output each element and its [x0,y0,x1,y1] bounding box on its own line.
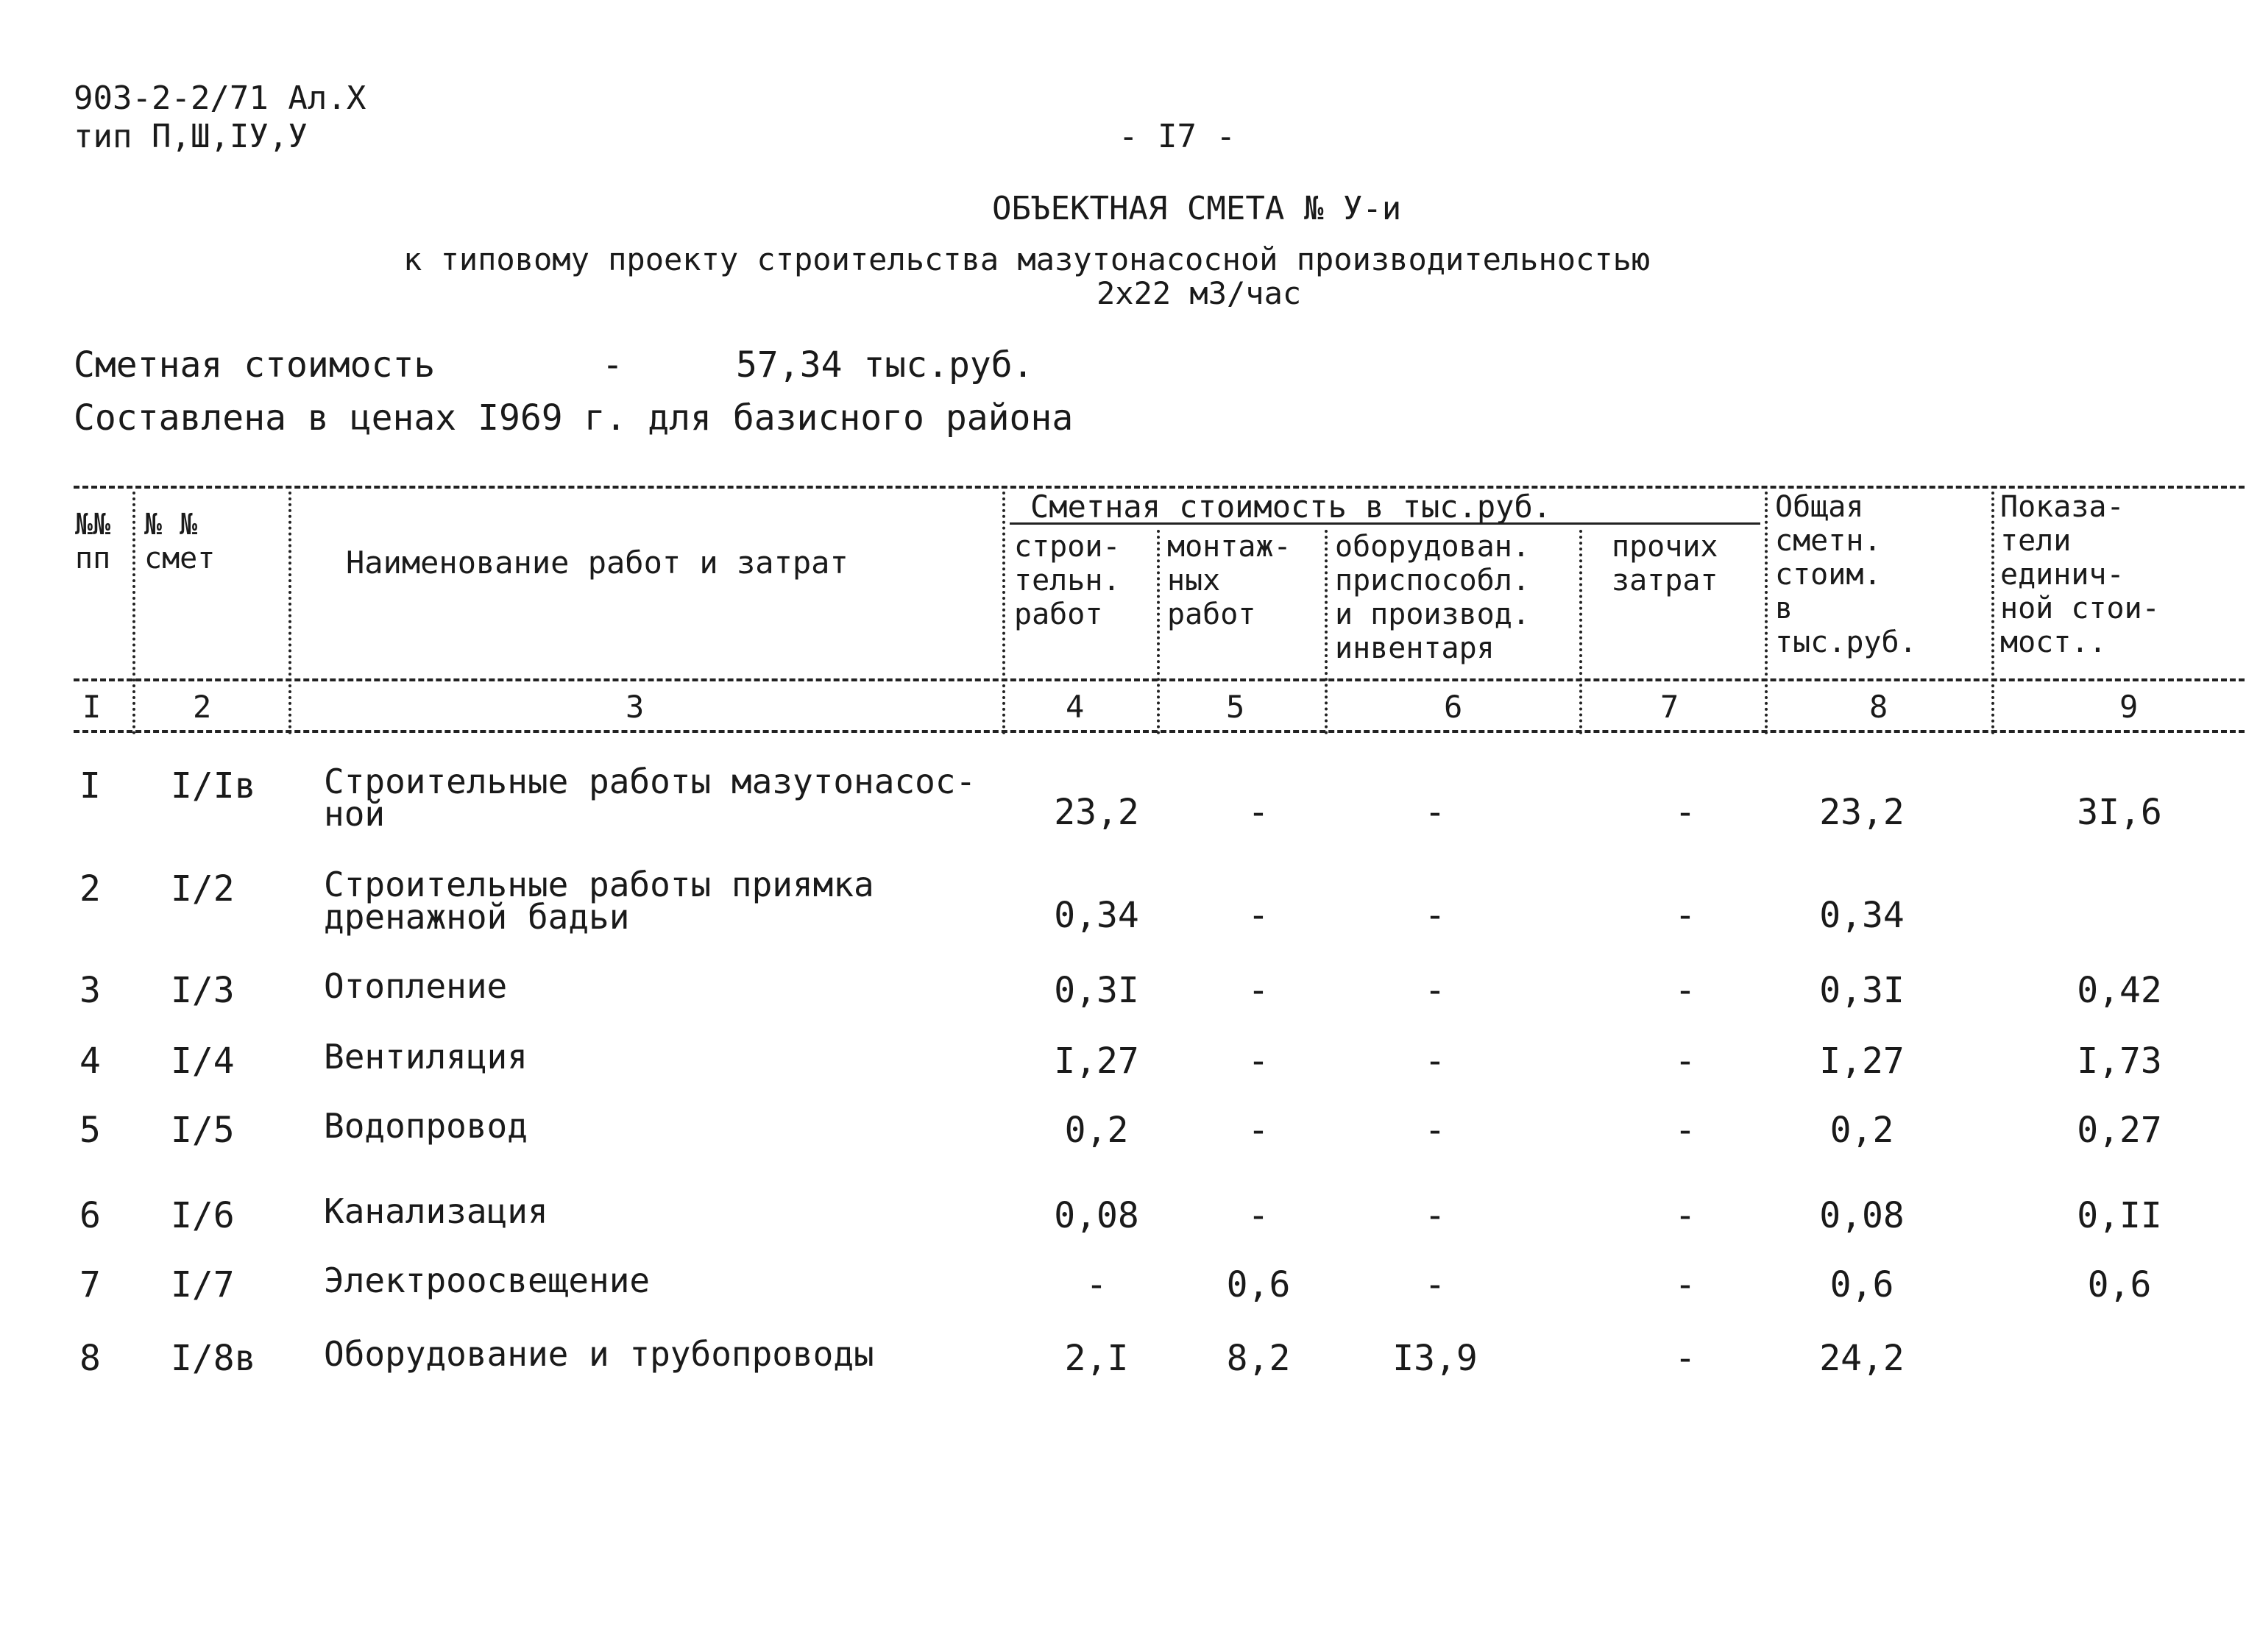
header-text: и производ. [1335,598,1530,631]
header-text: сметн. [1775,524,1882,558]
page-title: ОБЪЕКТНАЯ СМЕТА № У-и [992,190,1402,227]
column-number: 2 [193,689,212,725]
work-name-line: Строительные работы мазутонасос- [324,762,977,801]
work-name-line: Оборудование и трубопроводы [324,1334,874,1374]
column-number: 9 [2119,689,2139,725]
cell-total: 24,2 [1819,1338,1905,1379]
cell-other: - [1674,1110,1696,1151]
cell-row-number: I [79,765,101,806]
cell-total: I,27 [1819,1041,1905,1082]
work-name-line: ной [324,794,386,834]
subtitle-line-2: 2х22 м3/час [1097,275,1302,311]
work-name-line: Водопровод [324,1106,528,1146]
cell-installation: 8,2 [1226,1338,1291,1379]
cell-indicator: 0,II [2077,1195,2162,1236]
header-text: ных [1167,564,1221,598]
column-divider [1579,530,1582,734]
document-types-line: тип П,Ш,IУ,У [74,118,308,155]
document-code [74,79,366,156]
cell-estimate-number: I/6 [171,1195,235,1236]
cell-total: 0,3I [1819,970,1905,1011]
work-name-line: Электроосвещение [324,1261,651,1300]
cost-dash: - [602,344,623,386]
cell-row-number: 7 [79,1264,101,1305]
cell-construction: 0,08 [1054,1195,1139,1236]
cell-other: - [1674,792,1696,833]
cell-installation: - [1247,792,1269,833]
cell-indicator: 3I,6 [2077,792,2162,833]
subtitle-line-1: к типовому проекту строительства мазутонасосной производительностью [403,241,1651,277]
cell-total: 0,2 [1829,1110,1894,1151]
cell-work-name [324,1037,528,1077]
cell-estimate-number: I/4 [171,1041,235,1082]
cell-equipment: - [1424,1041,1446,1082]
header-text: в [1775,592,1793,625]
cell-equipment: - [1424,792,1446,833]
header-equipment [1335,530,1530,665]
cell-total: 0,08 [1819,1195,1905,1236]
header-text: № № [144,508,198,542]
column-divider [288,492,291,734]
work-name-line: дренажной бадьи [324,897,630,937]
header-estimate-number [144,508,215,575]
cell-row-number: 3 [79,970,101,1011]
cell-indicator: 0,42 [2077,970,2162,1011]
header-work-name: Наименование работ и затрат [346,545,849,581]
header-text: работ [1014,598,1103,631]
cell-work-name [324,1191,548,1231]
cell-row-number: 4 [79,1041,101,1082]
cell-construction: - [1085,1264,1108,1305]
column-divider [1325,530,1328,734]
header-text: единич- [2000,558,2125,592]
header-indicators [2000,490,2160,659]
header-text: Общая [1775,490,1864,524]
cell-construction: 0,3I [1054,970,1139,1011]
cell-row-number: 5 [79,1110,101,1151]
header-cost-group: Сметная стоимость в тыс.руб. [1030,489,1552,525]
cell-installation: - [1247,1041,1269,1082]
header-text: Показа- [2000,490,2125,524]
cell-estimate-number: I/5 [171,1110,235,1151]
header-text: работ [1167,598,1256,631]
header-text: приспособл. [1335,564,1530,598]
column-number: 5 [1226,689,1245,725]
header-text: инвентаря [1335,631,1495,665]
cell-row-number: 6 [79,1195,101,1236]
work-name-line: Отопление [324,966,508,1006]
header-text: ной стои- [2000,592,2160,625]
column-divider [1002,492,1005,734]
cell-construction: I,27 [1054,1041,1139,1082]
cell-total: 0,6 [1829,1264,1894,1305]
cell-indicator: 0,6 [2087,1264,2152,1305]
cell-indicator: I,73 [2077,1041,2162,1082]
work-name-line: Канализация [324,1191,548,1231]
cost-value: 57,34 тыс.руб. [736,344,1034,386]
cell-other: - [1674,970,1696,1011]
cell-construction: 0,34 [1054,895,1139,936]
header-text: прочих [1612,530,1718,564]
header-other [1612,530,1718,598]
cell-other: - [1674,1338,1696,1379]
cell-total: 0,34 [1819,895,1905,936]
header-text: стоим. [1775,558,1882,592]
header-text: монтаж- [1167,530,1292,564]
cell-estimate-number: I/7 [171,1264,235,1305]
cell-equipment: - [1424,895,1446,936]
header-text: строи- [1014,530,1121,564]
cell-estimate-number: I/Iв [171,765,256,806]
cell-work-name [324,966,508,1006]
cell-estimate-number: I/3 [171,970,235,1011]
header-text: оборудован. [1335,530,1530,564]
column-number: 8 [1869,689,1888,725]
document-code-line: 903-2-2/71 Ал.X [74,79,366,117]
cell-row-number: 2 [79,868,101,910]
work-name-line: Строительные работы приямка [324,865,874,904]
cell-construction: 23,2 [1054,792,1139,833]
cell-work-name [324,1261,651,1300]
cell-other: - [1674,1041,1696,1082]
header-text: тыс.руб. [1775,625,1917,659]
header-text: затрат [1612,564,1718,598]
cell-work-name [324,865,874,937]
cell-other: - [1674,895,1696,936]
column-number: 6 [1444,689,1463,725]
header-row-number [75,508,110,575]
header-text: тельн. [1014,564,1121,598]
cell-installation: - [1247,895,1269,936]
page-number: - I7 - [1119,118,1236,155]
cell-other: - [1674,1195,1696,1236]
cell-installation: - [1247,1110,1269,1151]
header-text: смет [144,542,216,575]
column-number: 4 [1066,689,1085,725]
header-total [1775,490,1917,659]
column-number: 3 [626,689,645,725]
cell-work-name [324,1334,874,1374]
column-divider [132,492,135,734]
header-text: тели [2000,524,2072,558]
cell-installation: - [1247,1195,1269,1236]
column-divider [1991,492,1994,734]
cell-equipment: - [1424,970,1446,1011]
prices-note: Составлена в ценах I969 г. для базисного района [74,397,1074,439]
cell-estimate-number: I/8в [171,1338,256,1379]
cell-equipment: - [1424,1110,1446,1151]
column-divider [1157,530,1160,734]
cell-other: - [1674,1264,1696,1305]
header-installation [1167,530,1292,631]
cell-row-number: 8 [79,1338,101,1379]
header-text: №№ [75,508,111,542]
cell-equipment: - [1424,1264,1446,1305]
cell-installation: 0,6 [1226,1264,1291,1305]
cell-estimate-number: I/2 [171,868,235,910]
header-construction [1014,530,1121,631]
cell-indicator: 0,27 [2077,1110,2162,1151]
column-number: I [82,689,102,725]
cost-label: Сметная стоимость [74,344,436,386]
cell-total: 23,2 [1819,792,1905,833]
cell-installation: - [1247,970,1269,1011]
column-divider [1765,492,1768,734]
cell-work-name [324,1106,528,1146]
cell-equipment: - [1424,1195,1446,1236]
cell-equipment: I3,9 [1392,1338,1478,1379]
header-text: мост.. [2000,625,2107,659]
work-name-line: Вентиляция [324,1037,528,1077]
cell-construction: 0,2 [1064,1110,1129,1151]
column-number: 7 [1660,689,1679,725]
cell-work-name [324,762,977,834]
cell-construction: 2,I [1064,1338,1129,1379]
header-text: пп [75,542,111,575]
